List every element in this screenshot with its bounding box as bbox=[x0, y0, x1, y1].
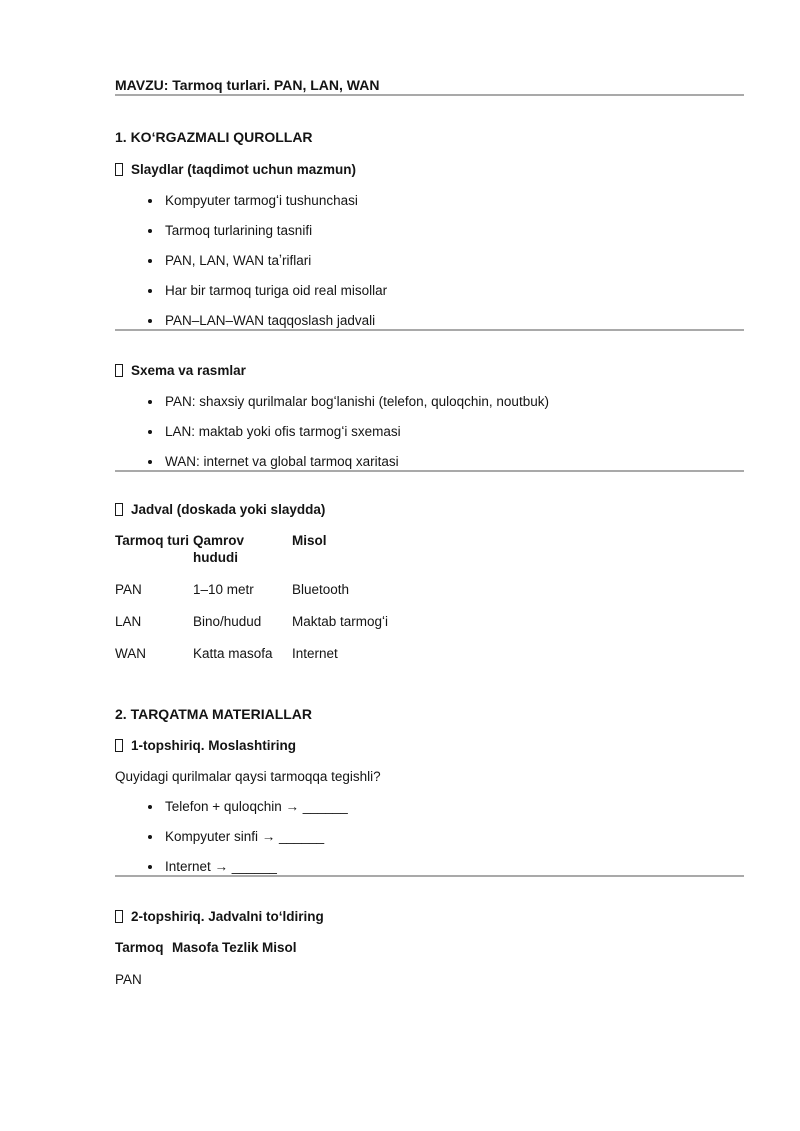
section2-heading: 2. TARQATMA MATERIALLAR bbox=[115, 706, 313, 722]
section-divider bbox=[115, 329, 744, 331]
table-cell: WAN bbox=[115, 646, 146, 661]
subheading-task1-label: 1-topshiriq. Moslashtiring bbox=[131, 738, 297, 753]
missing-glyph-icon bbox=[115, 364, 123, 377]
table-header: Masofa bbox=[172, 940, 219, 955]
subheading-task2-label: 2-topshiriq. Jadvalni toʻldiring bbox=[131, 909, 324, 924]
table-cell: Bino/hudud bbox=[193, 614, 262, 629]
missing-glyph-icon bbox=[115, 503, 123, 516]
section-divider bbox=[115, 875, 744, 877]
missing-glyph-icon bbox=[115, 163, 123, 176]
table-cell: Katta masofa bbox=[193, 646, 273, 661]
list-item: • PAN, LAN, WAN taʼriflari bbox=[163, 252, 744, 269]
table-cell: 1–10 metr bbox=[193, 582, 254, 597]
subheading-slides-label: Slaydlar (taqdimot uchun mazmun) bbox=[131, 162, 357, 177]
table-header-row bbox=[115, 532, 744, 566]
list-item: • Telefon + quloqchin → ______ bbox=[163, 798, 744, 815]
list-item: • Kompyuter tarmogʻi tushunchasi bbox=[163, 192, 744, 209]
list-item: • LAN: maktab yoki ofis tarmogʻi sxemasi bbox=[163, 423, 744, 440]
subheading-task2 bbox=[115, 908, 744, 925]
table-header: Tezlik bbox=[222, 940, 259, 955]
list-item: • WAN: internet va global tarmoq xaritasi bbox=[163, 453, 744, 470]
table-header: Misol bbox=[292, 533, 327, 548]
subheading-table-label: Jadval (doskada yoki slaydda) bbox=[131, 502, 326, 517]
task1-bullet-list bbox=[115, 798, 744, 875]
table-header: Misol bbox=[262, 940, 297, 955]
table-header: Tarmoq bbox=[115, 940, 164, 955]
section1-heading: 1. KOʻRGAZMALI QUROLLAR bbox=[115, 129, 313, 145]
subheading-schemes-label: Sxema va rasmlar bbox=[131, 363, 246, 378]
table-cell: Maktab tarmogʻi bbox=[292, 614, 389, 629]
section-divider bbox=[115, 470, 744, 472]
subheading-schemes bbox=[115, 362, 744, 379]
missing-glyph-icon bbox=[115, 910, 123, 923]
task2-table-cell-pan: PAN bbox=[115, 972, 142, 987]
comparison-table bbox=[115, 532, 744, 662]
subheading-table bbox=[115, 501, 744, 518]
list-item: • PAN–LAN–WAN taqqoslash jadvali bbox=[163, 312, 744, 329]
schemes-bullet-list bbox=[115, 393, 744, 470]
table-row bbox=[115, 613, 744, 630]
task2-table-header-row bbox=[115, 939, 744, 956]
missing-glyph-icon bbox=[115, 739, 123, 752]
table-row bbox=[115, 645, 744, 662]
document-title: MAVZU: Tarmoq turlari. PAN, LAN, WAN bbox=[115, 77, 380, 93]
section-divider bbox=[115, 94, 744, 96]
list-item: • Internet → ______ bbox=[163, 858, 744, 875]
table-row bbox=[115, 581, 744, 598]
table-header: Qamrov hududi bbox=[193, 533, 245, 565]
table-cell: Bluetooth bbox=[292, 582, 350, 597]
table-cell: PAN bbox=[115, 582, 142, 597]
table-cell: LAN bbox=[115, 614, 142, 629]
task1-prompt: Quyidagi qurilmalar qaysi tarmoqqa tegishli? bbox=[115, 769, 381, 784]
slides-bullet-list bbox=[115, 192, 744, 329]
list-item: • Tarmoq turlarining tasnifi bbox=[163, 222, 744, 239]
list-item: • PAN: shaxsiy qurilmalar bogʻlanishi (telefon, quloqchin, noutbuk) bbox=[163, 393, 744, 410]
table-cell: Internet bbox=[292, 646, 338, 661]
list-item: • Kompyuter sinfi → ______ bbox=[163, 828, 744, 845]
table-header: Tarmoq turi bbox=[115, 533, 189, 548]
list-item: • Har bir tarmoq turiga oid real misollar bbox=[163, 282, 744, 299]
subheading-task1 bbox=[115, 737, 744, 754]
subheading-slides bbox=[115, 161, 744, 178]
